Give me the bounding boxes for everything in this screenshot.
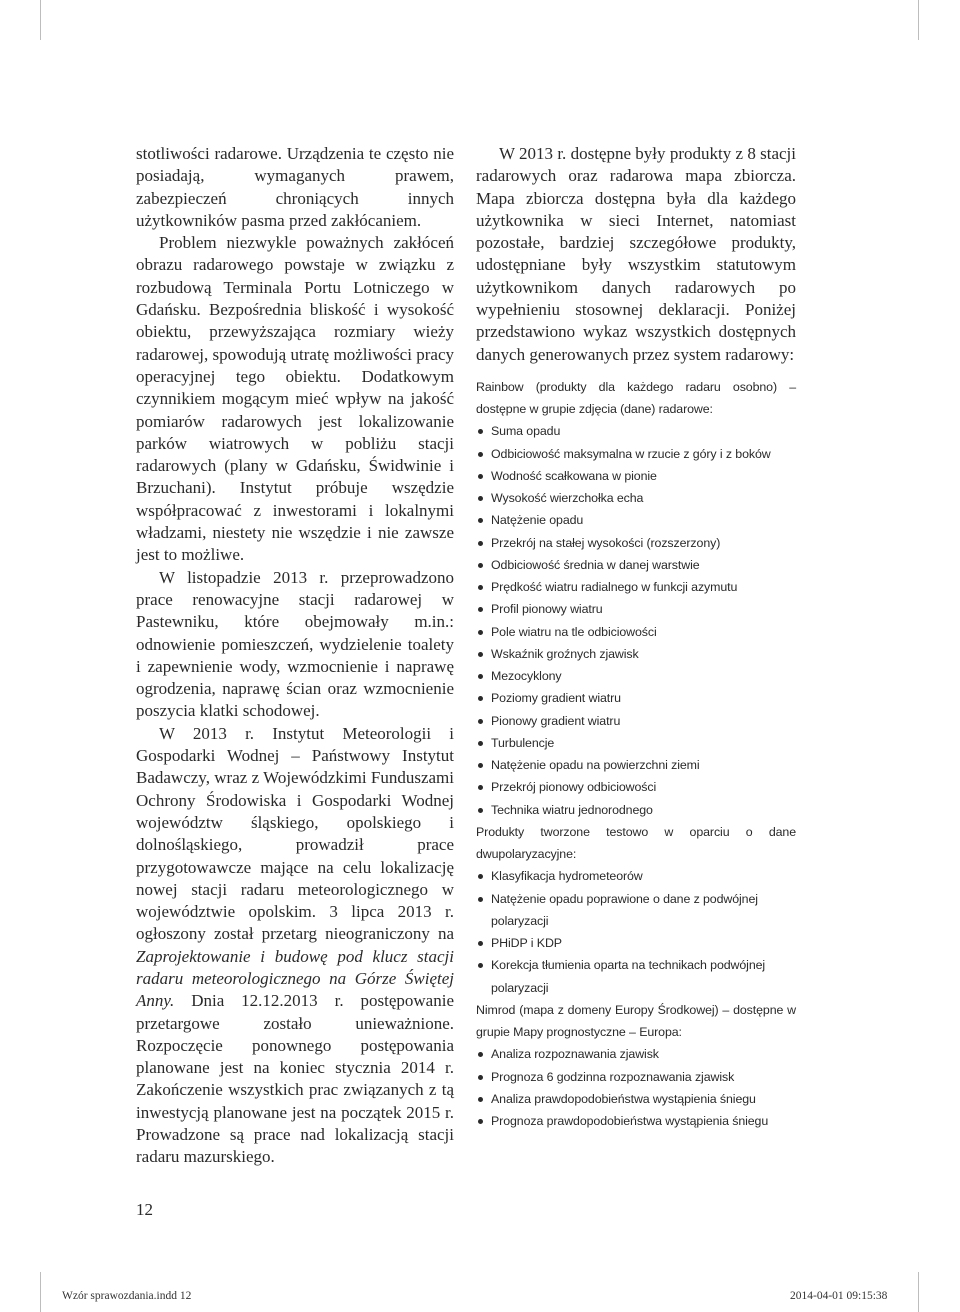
list-item: Prognoza 6 godzinna rozpoznawania zjawisk — [476, 1066, 796, 1088]
list-item: Natężenie opadu poprawione o dane z podwójnej polaryzacji — [476, 888, 796, 933]
nimrod-list — [476, 1043, 796, 1132]
list-item: Przekrój na stałej wysokości (rozszerzony) — [476, 532, 796, 554]
paragraph: W listopadzie 2013 r. przeprowadzono prace renowacyjne stacji radarowej w Pastewniku, które obejmowały m.in.: odnowienie pomieszczeń, wydzielenie toalety i zapewnienie wody, wzmocnienie i naprawę ogrodzenia, naprawę ścian oraz wzmocnienie poszycia klatki schodowej. — [136, 567, 454, 721]
list-item: PHiDP i KDP — [476, 932, 796, 954]
list-item: Pole wiatru na tle odbiciowości — [476, 621, 796, 643]
paragraph-radar-opolski — [136, 723, 454, 1169]
list-item: Technika wiatru jednorodnego — [476, 799, 796, 821]
list-item: Wskaźnik groźnych zjawisk — [476, 643, 796, 665]
footer-timestamp: 2014-04-01 09:15:38 — [790, 1290, 888, 1302]
left-column — [136, 143, 454, 1169]
right-column — [476, 143, 796, 1132]
rainbow-heading: Rainbow (produkty dla każdego radaru osobno) – dostępne w grupie zdjęcia (dane) radarowe: — [476, 379, 796, 417]
page-number: 12 — [136, 1200, 153, 1219]
nimrod-heading: Nimrod (mapa z domeny Europy Środkowej) – dostępne w grupie Mapy prognostyczne – Europa: — [476, 1002, 796, 1040]
crop-mark-bottom-right — [918, 1272, 919, 1312]
text-span: Dnia 12.12.2013 r. postępowanie przetargowe zostało unieważnione. Rozpoczęcie ponownego postępowania planowane jest na koniec stycznia 2014 r. Zakończenie wszystkich prac związanych z tą inwestycją planowane jest na początek 2015 r. Prowadzone są prace nad lokalizacją stacji radaru mazurskiego. — [136, 991, 454, 1167]
text-span: W 2013 r. Instytut Meteorologii i Gospodarki Wodnej – Państwowy Instytut Badawczy, wraz z Wojewódzkimi Funduszami Ochrony Środowiska i Gospodarki Wodnej województw śląskiego, opolskiego i dolnośląskiego, prowadził prace przygotowawcze mające na celu lokalizację nowej stacji radaru meteorologicznego w województwie opolskim. 3 lipca 2013 r. ogłoszony został przetarg nieograniczony na — [136, 723, 454, 944]
list-item: Mezocyklony — [476, 665, 796, 687]
tender-title: Zaprojektowanie i budowę pod klucz stacji radaru meteorologicznego na Górze Świętej Anny. — [136, 946, 454, 1011]
list-item: Natężenie opadu na powierzchni ziemi — [476, 754, 796, 776]
list-item: Analiza rozpoznawania zjawisk — [476, 1043, 796, 1065]
footer-filename: Wzór sprawozdania.indd 12 — [62, 1290, 192, 1302]
list-item: Poziomy gradient wiatru — [476, 687, 796, 709]
list-item: Przekrój pionowy odbiciowości — [476, 776, 796, 798]
list-item: Prognoza prawdopodobieństwa wystąpienia śniegu — [476, 1110, 796, 1132]
crop-mark-top-right — [918, 0, 919, 40]
paragraph: stotliwości radarowe. Urządzenia te często nie posiadają, wymaganych prawem, zabezpieczeń chroniących innych użytkowników pasma przed zakłócaniem. — [136, 144, 454, 230]
list-item: Odbiciowość średnia w danej warstwie — [476, 554, 796, 576]
list-item: Suma opadu — [476, 420, 796, 442]
list-item: Pionowy gradient wiatru — [476, 710, 796, 732]
list-item: Profil pionowy wiatru — [476, 598, 796, 620]
crop-mark-bottom-left — [40, 1272, 41, 1312]
list-item: Prędkość wiatru radialnego w funkcji azymutu — [476, 576, 796, 598]
list-item: Odbiciowość maksymalna w rzucie z góry i z boków — [476, 443, 796, 465]
crop-mark-top-left — [40, 0, 41, 40]
list-item: Korekcja tłumienia oparta na technikach podwójnej polaryzacji — [476, 954, 796, 999]
list-item: Wodność scałkowana w pionie — [476, 465, 796, 487]
list-item: Wysokość wierzchołka echa — [476, 487, 796, 509]
list-item: Klasyfikacja hydrometeorów — [476, 865, 796, 887]
product-lists — [476, 376, 796, 1133]
list-item: Turbulencje — [476, 732, 796, 754]
list-item: Natężenie opadu — [476, 509, 796, 531]
intro-paragraph: W 2013 r. dostępne były produkty z 8 stacji radarowych oraz radarowa mapa zbiorcza. Mapa zbiorcza dostępna była dla każdego użytkownika w sieci Internet, natomiast pozostałe, bardziej szczegółowe produkty, udostępniane były wszystkim statutowym użytkownikom danych radarowych po wypełnieniu stosownej deklaracji. Poniżej przedstawiono wykaz wszystkich dostępnych danych generowanych przez system radarowy: — [476, 144, 796, 364]
paragraph: Problem niezwykle poważnych zakłóceń obrazu radarowego powstaje w związku z rozbudową Terminala Portu Lotniczego w Gdańsku. Bezpośrednia bliskość i wysokość obiektu, przewyższająca rozmiary wieży radarowej, spowodują utratę możliwości pracy operacyjnej tego obiektu. Dodatkowym czynnikiem mogącym mieć wpływ na jakość pomiarów radarowych jest lokalizowanie parków wiatrowych w pobliżu stacji radarowych (plany w Gdańsku, Świdwinie i Brzuchani). Instytut próbuje wszędzie współpracować z inwestorami i lokalnymi władzami, niestety nie wszędzie i nie zawsze jest to możliwe. — [136, 233, 454, 565]
test-products-heading: Produkty tworzone testowo w oparciu o dane dwupolaryzacyjne: — [476, 824, 796, 862]
list-item: Analiza prawdopodobieństwa wystąpienia śniegu — [476, 1088, 796, 1110]
test-products-list — [476, 865, 796, 999]
rainbow-list — [476, 420, 796, 821]
